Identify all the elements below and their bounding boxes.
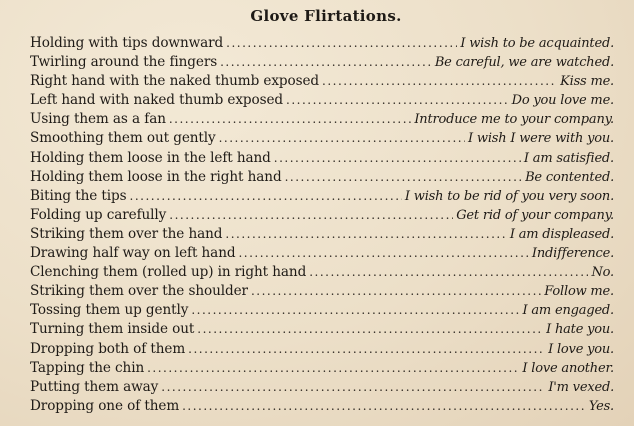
dot-leader bbox=[191, 301, 519, 320]
dot-leader bbox=[274, 149, 521, 168]
list-item bbox=[30, 187, 614, 206]
gesture-text: Clenching them (rolled up) in right hand bbox=[30, 264, 307, 281]
dot-leader bbox=[226, 34, 457, 53]
dot-leader bbox=[309, 263, 588, 282]
meaning-text: Follow me. bbox=[544, 284, 614, 300]
list-item bbox=[30, 282, 614, 301]
meaning-text: I wish to be rid of you very soon. bbox=[404, 188, 614, 204]
meaning-text: Kiss me. bbox=[560, 74, 614, 90]
meaning-text: Do you love me. bbox=[511, 93, 614, 109]
meaning-text: Yes. bbox=[588, 398, 614, 414]
gesture-text: Twirling around the fingers bbox=[30, 54, 218, 71]
list-item bbox=[30, 378, 614, 397]
meaning-text: I am engaged. bbox=[522, 303, 614, 319]
gesture-text: Striking them over the hand bbox=[30, 225, 223, 242]
dot-leader bbox=[322, 72, 557, 91]
gesture-text: Smoothing them out gently bbox=[30, 130, 216, 147]
glove-flirtations-list bbox=[30, 34, 614, 416]
dot-leader bbox=[188, 340, 545, 359]
list-item bbox=[30, 91, 614, 110]
dot-leader bbox=[286, 91, 509, 110]
dot-leader bbox=[147, 359, 519, 378]
list-item bbox=[30, 340, 614, 359]
list-item bbox=[30, 168, 614, 187]
dot-leader bbox=[169, 110, 412, 129]
dot-leader bbox=[225, 225, 506, 244]
list-item bbox=[30, 206, 614, 225]
meaning-text: I am satisfied. bbox=[523, 150, 614, 166]
gesture-text: Using them as a fan bbox=[30, 111, 166, 128]
gesture-text: Folding up carefully bbox=[30, 206, 167, 223]
page-title: Glove Flirtations. bbox=[250, 7, 402, 25]
list-item bbox=[30, 110, 614, 129]
list-item bbox=[30, 397, 614, 416]
meaning-text: I wish to be acquainted. bbox=[460, 36, 614, 51]
gesture-text: Tapping the chin bbox=[30, 359, 145, 376]
meaning-text: I love another. bbox=[522, 360, 614, 376]
gesture-text: Dropping both of them bbox=[30, 340, 186, 357]
meaning-text: Introduce me to your company. bbox=[414, 112, 614, 128]
dot-leader bbox=[220, 53, 432, 72]
gesture-text: Tossing them up gently bbox=[30, 302, 189, 319]
meaning-text: Get rid of your company. bbox=[456, 207, 614, 223]
dot-leader bbox=[219, 129, 465, 148]
gesture-text: Holding them loose in the right hand bbox=[30, 168, 282, 185]
dot-leader bbox=[182, 397, 586, 416]
meaning-text: I am displeased. bbox=[509, 226, 614, 242]
gesture-text: Striking them over the shoulder bbox=[30, 283, 248, 300]
dot-leader bbox=[169, 206, 453, 225]
list-item bbox=[30, 72, 614, 91]
meaning-text: I love you. bbox=[548, 341, 614, 357]
list-item bbox=[30, 129, 614, 148]
meaning-text: I'm vexed. bbox=[548, 379, 614, 395]
list-item bbox=[30, 301, 614, 320]
dot-leader bbox=[161, 378, 545, 397]
meaning-text: Indifference. bbox=[531, 246, 614, 262]
list-item bbox=[30, 320, 614, 339]
meaning-text: No. bbox=[591, 265, 614, 281]
gesture-text: Holding with tips downward bbox=[30, 35, 224, 51]
list-item bbox=[30, 53, 614, 72]
list-item bbox=[30, 244, 614, 263]
list-item bbox=[30, 34, 614, 53]
meaning-text: Be contented. bbox=[525, 169, 614, 185]
gesture-text: Biting the tips bbox=[30, 187, 127, 204]
gesture-text: Left hand with naked thumb exposed bbox=[30, 92, 284, 109]
gesture-text: Putting them away bbox=[30, 378, 159, 395]
dot-leader bbox=[251, 282, 541, 301]
dot-leader bbox=[130, 187, 402, 206]
list-item bbox=[30, 263, 614, 282]
gesture-text: Right hand with the naked thumb exposed bbox=[30, 73, 320, 90]
list-item bbox=[30, 359, 614, 378]
dot-leader bbox=[197, 320, 543, 339]
meaning-text: I hate you. bbox=[546, 322, 614, 338]
meaning-text: I wish I were with you. bbox=[468, 131, 614, 147]
gesture-text: Drawing half way on left hand bbox=[30, 245, 236, 262]
list-item bbox=[30, 225, 614, 244]
list-item bbox=[30, 149, 614, 168]
gesture-text: Turning them inside out bbox=[30, 321, 195, 338]
gesture-text: Holding them loose in the left hand bbox=[30, 149, 271, 166]
dot-leader bbox=[238, 244, 528, 263]
gesture-text: Dropping one of them bbox=[30, 397, 180, 414]
meaning-text: Be careful, we are watched. bbox=[434, 55, 614, 71]
dot-leader bbox=[285, 168, 523, 187]
